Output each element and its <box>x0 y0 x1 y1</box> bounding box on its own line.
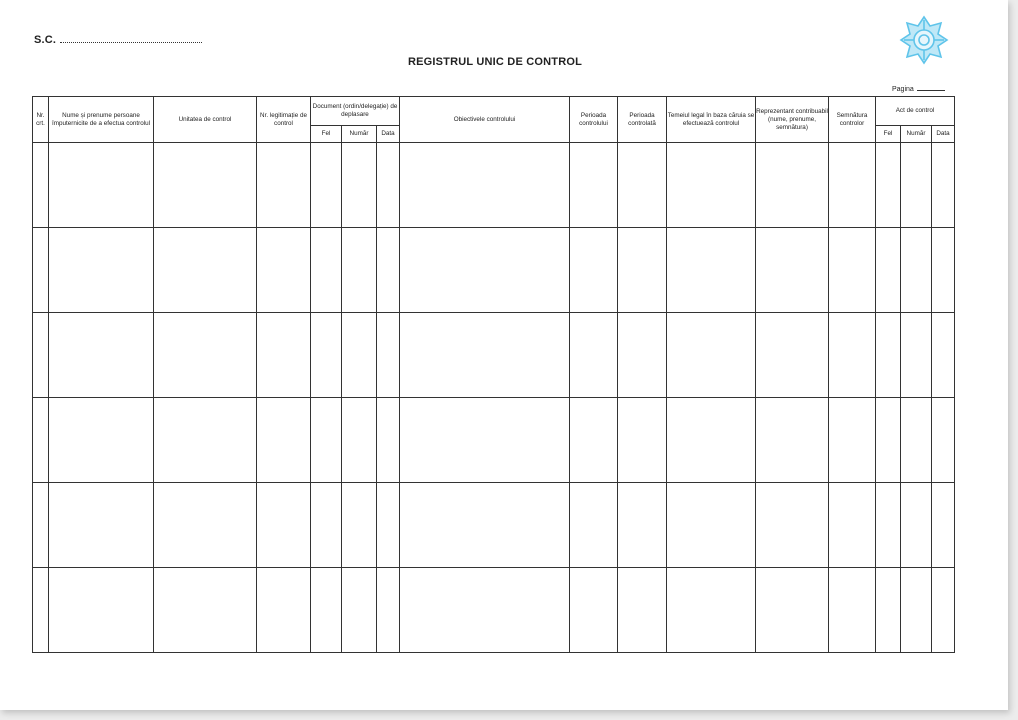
table-cell[interactable] <box>257 483 311 568</box>
table-cell[interactable] <box>33 398 49 483</box>
page-number-blank <box>917 90 945 91</box>
table-cell[interactable] <box>756 483 829 568</box>
table-cell[interactable] <box>154 568 257 653</box>
table-cell[interactable] <box>756 228 829 313</box>
table-cell[interactable] <box>667 143 756 228</box>
table-cell[interactable] <box>901 398 932 483</box>
table-cell[interactable] <box>49 483 154 568</box>
snowflake-emblem-icon <box>898 14 950 66</box>
table-cell[interactable] <box>618 483 667 568</box>
table-cell[interactable] <box>400 398 570 483</box>
table-cell[interactable] <box>257 143 311 228</box>
table-cell[interactable] <box>400 483 570 568</box>
register-body <box>33 143 955 653</box>
table-cell[interactable] <box>756 313 829 398</box>
table-cell[interactable] <box>377 143 400 228</box>
table-cell[interactable] <box>667 228 756 313</box>
table-cell[interactable] <box>618 398 667 483</box>
table-cell[interactable] <box>876 568 901 653</box>
table-cell[interactable] <box>876 398 901 483</box>
subcol-act-number: Număr <box>901 126 932 143</box>
table-cell[interactable] <box>400 313 570 398</box>
col-header-travel-document: Document (ordin/delegație) de deplasare <box>311 97 400 126</box>
table-cell[interactable] <box>400 568 570 653</box>
company-field <box>34 33 202 46</box>
table-cell[interactable] <box>377 568 400 653</box>
table-cell[interactable] <box>377 483 400 568</box>
page-number-field <box>892 86 945 93</box>
table-cell[interactable] <box>154 398 257 483</box>
table-cell[interactable] <box>618 228 667 313</box>
table-cell[interactable] <box>876 313 901 398</box>
table-cell[interactable] <box>49 313 154 398</box>
table-cell[interactable] <box>618 143 667 228</box>
table-cell[interactable] <box>901 228 932 313</box>
table-cell[interactable] <box>311 483 342 568</box>
table-cell[interactable] <box>49 143 154 228</box>
table-cell[interactable] <box>342 398 377 483</box>
table-cell[interactable] <box>154 313 257 398</box>
table-cell[interactable] <box>49 398 154 483</box>
table-cell[interactable] <box>257 228 311 313</box>
table-row <box>33 228 955 313</box>
col-header-controlled-period: Perioada controlată <box>618 97 667 143</box>
table-cell[interactable] <box>257 568 311 653</box>
table-cell[interactable] <box>342 313 377 398</box>
table-cell[interactable] <box>829 483 876 568</box>
table-row <box>33 398 955 483</box>
table-cell[interactable] <box>667 483 756 568</box>
table-cell[interactable] <box>829 398 876 483</box>
table-cell[interactable] <box>570 398 618 483</box>
table-cell[interactable] <box>257 398 311 483</box>
table-cell[interactable] <box>377 228 400 313</box>
table-cell[interactable] <box>257 313 311 398</box>
table-cell[interactable] <box>932 568 955 653</box>
table-cell[interactable] <box>311 228 342 313</box>
col-header-signature: Semnătura controlor <box>829 97 876 143</box>
table-cell[interactable] <box>570 483 618 568</box>
table-cell[interactable] <box>311 568 342 653</box>
table-row <box>33 143 955 228</box>
table-cell[interactable] <box>33 313 49 398</box>
col-header-legal-basis: Temeiul legal în baza căruia se efectuează controlul <box>667 97 756 143</box>
table-cell[interactable] <box>311 313 342 398</box>
subcol-act-date: Data <box>932 126 955 143</box>
table-cell[interactable] <box>570 568 618 653</box>
table-cell[interactable] <box>618 568 667 653</box>
col-header-objectives: Obiectivele controlului <box>400 97 570 143</box>
subcol-act-type: Fel <box>876 126 901 143</box>
table-cell[interactable] <box>377 398 400 483</box>
page-number-label: Pagina <box>892 86 914 93</box>
table-cell[interactable] <box>901 568 932 653</box>
col-header-unit: Unitatea de control <box>154 97 257 143</box>
table-row <box>33 313 955 398</box>
table-cell[interactable] <box>932 483 955 568</box>
table-cell[interactable] <box>311 398 342 483</box>
table-cell[interactable] <box>901 313 932 398</box>
col-header-badge: Nr. legitimație de control <box>257 97 311 143</box>
table-cell[interactable] <box>342 483 377 568</box>
table-cell[interactable] <box>33 483 49 568</box>
table-cell[interactable] <box>932 143 955 228</box>
table-cell[interactable] <box>876 483 901 568</box>
table-cell[interactable] <box>33 568 49 653</box>
table-cell[interactable] <box>570 228 618 313</box>
table-cell[interactable] <box>667 313 756 398</box>
col-header-representative: Reprezentant contribuabil (nume, prenume, semnătura) <box>756 97 829 143</box>
col-header-nr: Nr. crt. <box>33 97 49 143</box>
table-cell[interactable] <box>570 143 618 228</box>
table-cell[interactable] <box>570 313 618 398</box>
page-title: REGISTRUL UNIC DE CONTROL <box>407 56 583 68</box>
col-header-control-period: Perioada controlului <box>570 97 618 143</box>
table-cell[interactable] <box>154 228 257 313</box>
table-cell[interactable] <box>342 568 377 653</box>
table-cell[interactable] <box>876 143 901 228</box>
table-cell[interactable] <box>377 313 400 398</box>
subcol-doc-date: Data <box>377 126 400 143</box>
table-cell[interactable] <box>756 143 829 228</box>
table-cell[interactable] <box>932 313 955 398</box>
table-cell[interactable] <box>829 568 876 653</box>
table-cell[interactable] <box>932 398 955 483</box>
table-cell[interactable] <box>829 143 876 228</box>
table-cell[interactable] <box>667 568 756 653</box>
control-register-table <box>32 96 955 653</box>
table-cell[interactable] <box>49 568 154 653</box>
table-cell[interactable] <box>342 143 377 228</box>
table-row <box>33 568 955 653</box>
table-cell[interactable] <box>756 398 829 483</box>
table-cell[interactable] <box>33 228 49 313</box>
company-label: S.C. <box>34 34 57 46</box>
table-cell[interactable] <box>667 398 756 483</box>
table-cell[interactable] <box>400 143 570 228</box>
table-row <box>33 483 955 568</box>
table-cell[interactable] <box>33 143 49 228</box>
company-blank-line <box>60 33 202 43</box>
table-cell[interactable] <box>829 313 876 398</box>
table-cell[interactable] <box>932 228 955 313</box>
subcol-doc-number: Număr <box>342 126 377 143</box>
table-cell[interactable] <box>756 568 829 653</box>
subcol-doc-type: Fel <box>311 126 342 143</box>
table-cell[interactable] <box>901 143 932 228</box>
table-cell[interactable] <box>342 228 377 313</box>
table-cell[interactable] <box>829 228 876 313</box>
table-cell[interactable] <box>618 313 667 398</box>
table-cell[interactable] <box>901 483 932 568</box>
table-cell[interactable] <box>876 228 901 313</box>
table-cell[interactable] <box>400 228 570 313</box>
col-header-control-act: Act de control <box>876 97 955 126</box>
table-cell[interactable] <box>49 228 154 313</box>
table-cell[interactable] <box>311 143 342 228</box>
col-header-inspectors: Nume și prenume persoane împuternicite de a efectua controlul <box>49 97 154 143</box>
table-cell[interactable] <box>154 483 257 568</box>
table-cell[interactable] <box>154 143 257 228</box>
